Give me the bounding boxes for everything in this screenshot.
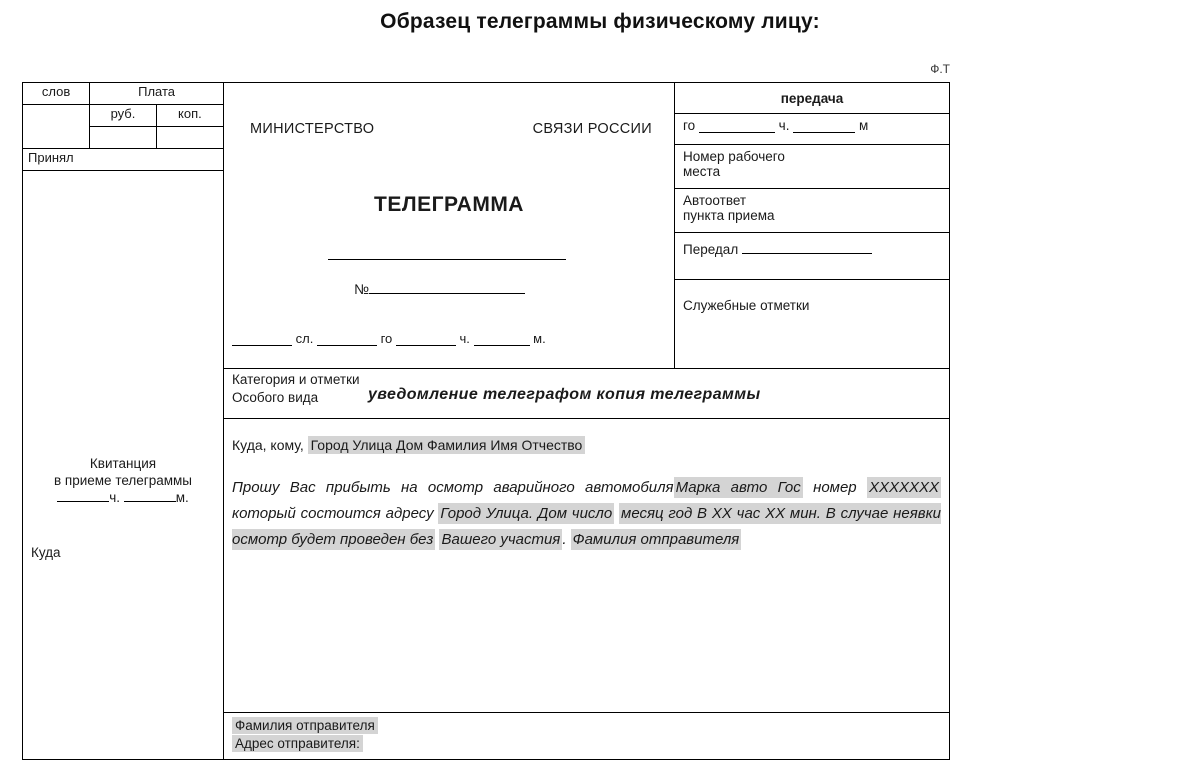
message-text[interactable] <box>232 475 941 553</box>
center-header-cell <box>224 83 675 369</box>
message-part-4: . <box>562 531 567 549</box>
cell-kop: коп. <box>156 105 223 127</box>
ch-label: ч. <box>459 331 470 346</box>
message-part-1: Прошу Вас прибыть на осмотр аварийного автомобиля <box>232 479 674 497</box>
peredacha-m-label: м <box>859 118 869 133</box>
m-label: м. <box>533 331 546 346</box>
message-hl-2: XXXXXXX <box>868 479 939 497</box>
autoanswer-l1: Автоответ <box>683 193 747 208</box>
ministry-right: СВЯЗИ РОССИИ <box>532 121 652 137</box>
number-blank[interactable] <box>369 293 525 294</box>
addressee-value[interactable]: Город Улица Дом Фамилия Имя Отчество <box>308 436 586 454</box>
cell-kop-value[interactable] <box>156 127 223 149</box>
receipt-m-label: м. <box>175 490 189 505</box>
message-part-3: который состоится адресу <box>232 505 434 523</box>
message-hl-1: Марка авто Гос <box>675 479 801 497</box>
number-row <box>354 281 525 297</box>
peredacha-min-blank[interactable] <box>793 132 855 133</box>
cell-plata: Плата <box>90 83 223 105</box>
receipt-line2: в приеме телеграммы <box>53 473 192 488</box>
category-line1: Категория и отметки <box>232 371 360 387</box>
receipt-hours-blank[interactable] <box>57 501 109 502</box>
left-kuda-label: Куда <box>31 545 61 560</box>
message-hl-6: Фамилия отправителя <box>572 531 740 549</box>
transmission-table <box>675 83 949 357</box>
telegram-heading: ТЕЛЕГРАММА <box>374 193 524 216</box>
receipt-block <box>23 455 223 506</box>
category-options: уведомление телеграфом копия телеграммы <box>368 385 761 403</box>
telegram-form <box>22 62 950 760</box>
hour-blank[interactable] <box>396 345 456 346</box>
peredal-cell <box>675 233 949 280</box>
right-column <box>675 83 950 369</box>
receipt-ch-label: ч. <box>109 490 120 505</box>
go-blank[interactable] <box>317 345 377 346</box>
receipt-line1: Квитанция <box>89 456 157 471</box>
page-title: Образец телеграммы физическому лицу: <box>380 10 820 33</box>
sender-cell <box>224 713 950 760</box>
message-body-cell <box>224 419 950 713</box>
peredacha-ch-label: ч. <box>778 118 790 133</box>
telegram-table <box>22 82 950 760</box>
message-part-2: номер <box>813 479 857 497</box>
message-hl-4: месяц год В ХХ час ХХ мин. В случае неявки осмотр будет проведен без <box>232 505 941 549</box>
peredacha-title: передача <box>675 83 949 114</box>
workplace-number-cell[interactable] <box>675 145 949 189</box>
payment-table <box>23 83 223 171</box>
min-blank[interactable] <box>474 345 530 346</box>
sender-name[interactable]: Фамилия отправителя <box>232 717 378 734</box>
workplace-number-l2: места <box>683 164 721 179</box>
receipt-time <box>23 489 223 506</box>
number-label: № <box>354 281 370 297</box>
cell-rub-value[interactable] <box>90 127 157 149</box>
cell-slov-value[interactable] <box>23 105 90 149</box>
peredacha-hour-blank[interactable] <box>699 132 775 133</box>
addressee-row <box>232 437 585 453</box>
ministry-line <box>250 121 652 137</box>
sl-label: сл. <box>295 331 314 346</box>
message-hl-3: Город Улица. Дом число <box>440 505 613 523</box>
go-label: го <box>380 331 393 346</box>
category-cell <box>224 368 950 419</box>
addressee-label: Куда, кому, <box>232 437 304 454</box>
ministry-left: МИНИСТЕРСТВО <box>250 121 375 137</box>
ft-mark: Ф.Т <box>930 62 950 76</box>
service-marks-label: Служебные отметки <box>683 298 810 313</box>
left-column <box>23 83 224 760</box>
sl-blank[interactable] <box>232 345 292 346</box>
service-marks-cell[interactable] <box>675 280 949 358</box>
message-hl-5: Вашего участия <box>441 531 561 549</box>
peredacha-go-label: го <box>683 118 696 133</box>
category-line2: Особого вида <box>232 389 319 405</box>
center-bottom-row <box>232 331 666 346</box>
cell-slov: слов <box>23 83 90 105</box>
recipient-blank-line[interactable] <box>328 259 566 260</box>
cell-rub: руб. <box>90 105 157 127</box>
peredacha-time-row <box>675 114 949 145</box>
autoanswer-l2: пункта приема <box>683 208 775 223</box>
peredal-label: Передал <box>683 242 739 257</box>
workplace-number-l1: Номер рабочего <box>683 149 785 164</box>
sender-address[interactable]: Адрес отправителя: <box>232 735 363 752</box>
cell-prinyal: Принял <box>23 149 223 171</box>
receipt-minutes-blank[interactable] <box>124 501 176 502</box>
autoanswer-cell[interactable] <box>675 189 949 233</box>
peredal-blank[interactable] <box>742 253 872 254</box>
